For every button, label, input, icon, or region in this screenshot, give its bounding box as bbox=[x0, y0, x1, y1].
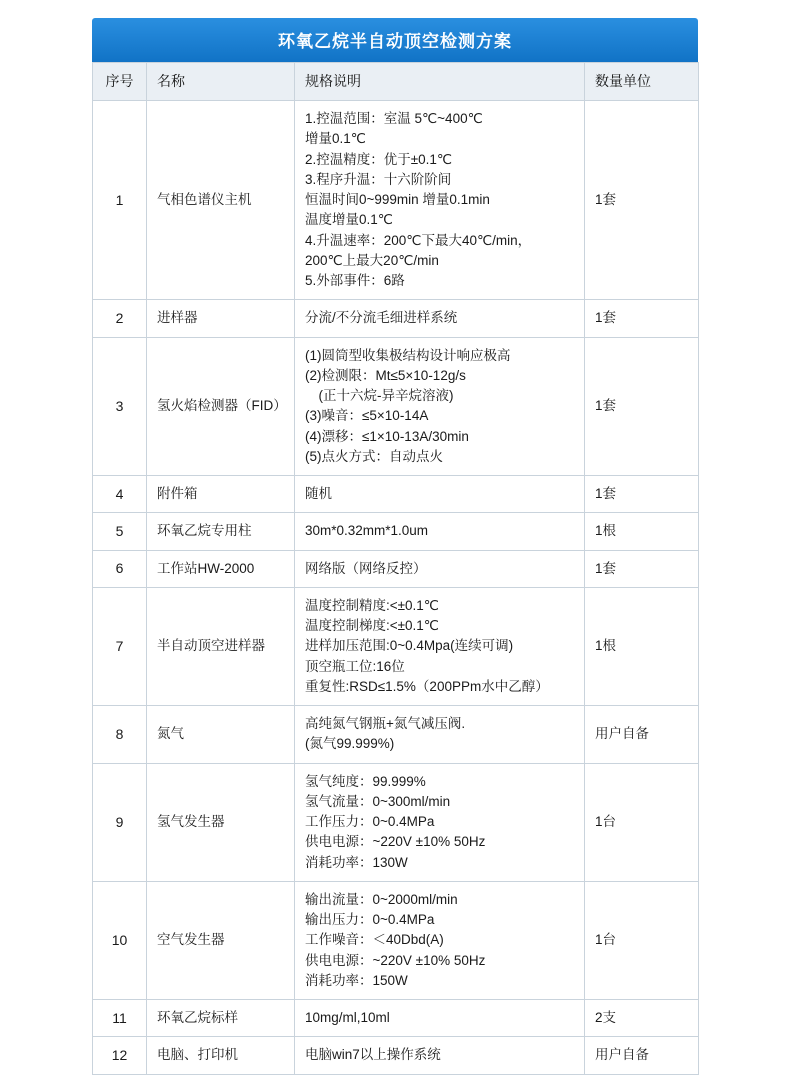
description-line: 网络版（网络反控） bbox=[305, 560, 427, 576]
cell-quantity: 1根 bbox=[585, 587, 699, 705]
description-line: (2)检测限：Mt≤5×10-12g/s bbox=[305, 367, 466, 383]
table-row bbox=[93, 587, 699, 705]
cell-no: 10 bbox=[93, 881, 147, 999]
column-header-no: 序号 bbox=[93, 63, 147, 101]
cell-name: 氢气发生器 bbox=[147, 763, 295, 881]
table-row bbox=[93, 881, 699, 999]
column-header-qty: 数量单位 bbox=[585, 63, 699, 101]
cell-quantity: 1套 bbox=[585, 101, 699, 300]
cell-name: 半自动顶空进样器 bbox=[147, 587, 295, 705]
cell-quantity: 用户自备 bbox=[585, 706, 699, 764]
description-line: 5.外部事件：6路 bbox=[305, 273, 405, 288]
table-row bbox=[93, 763, 699, 881]
description-line: (3)噪音：≤5×10-14A bbox=[305, 408, 429, 424]
table-header-row bbox=[93, 63, 699, 101]
cell-description bbox=[295, 550, 585, 587]
cell-name: 环氧乙烷标样 bbox=[147, 1000, 295, 1037]
cell-description bbox=[295, 300, 585, 337]
description-line: (1)圆筒型收集极结构设计响应极高 bbox=[305, 347, 511, 363]
description-line: 输出流量：0~2000ml/min bbox=[305, 891, 458, 907]
cell-no: 9 bbox=[93, 763, 147, 881]
description-line: 温度控制梯度:<±0.1℃ bbox=[305, 618, 439, 633]
description-line: 3.程序升温：十六阶阶间 bbox=[305, 171, 452, 187]
description-line: 4.升温速率：200℃下最大40℃/min， bbox=[305, 232, 532, 248]
description-line: 进样加压范围:0~0.4Mpa(连续可调) bbox=[305, 638, 514, 654]
cell-name: 电脑、打印机 bbox=[147, 1037, 295, 1074]
description-line: 工作噪音：＜40Dbd(A) bbox=[305, 932, 444, 948]
cell-quantity: 1套 bbox=[585, 476, 699, 513]
table-row bbox=[93, 1037, 699, 1074]
table-row bbox=[93, 300, 699, 337]
table-row bbox=[93, 101, 699, 300]
description-line: (4)漂移：≤1×10-13A/30min bbox=[305, 428, 469, 444]
column-header-desc: 规格说明 bbox=[295, 63, 585, 101]
cell-quantity: 2支 bbox=[585, 1000, 699, 1037]
description-line: 供电电源：~220V ±10% 50Hz bbox=[305, 834, 486, 850]
cell-no: 4 bbox=[93, 476, 147, 513]
table-row bbox=[93, 476, 699, 513]
cell-description bbox=[295, 763, 585, 881]
cell-quantity: 1套 bbox=[585, 337, 699, 476]
table-row bbox=[93, 706, 699, 764]
cell-quantity: 1台 bbox=[585, 763, 699, 881]
cell-no: 8 bbox=[93, 706, 147, 764]
description-line: 200℃上最大20℃/min bbox=[305, 252, 439, 268]
description-line: 30m*0.32mm*1.0um bbox=[305, 523, 429, 539]
cell-name: 进样器 bbox=[147, 300, 295, 337]
description-line: (5)点火方式：自动点火 bbox=[305, 448, 443, 464]
cell-name: 环氧乙烷专用柱 bbox=[147, 513, 295, 550]
description-line: 电脑win7以上操作系统 bbox=[305, 1047, 441, 1063]
cell-description bbox=[295, 881, 585, 999]
column-header-name: 名称 bbox=[147, 63, 295, 101]
cell-no: 7 bbox=[93, 587, 147, 705]
description-line: 顶空瓶工位:16位 bbox=[305, 658, 405, 674]
table-row bbox=[93, 513, 699, 550]
page-title: 环氧乙烷半自动顶空检测方案 bbox=[92, 18, 698, 62]
cell-description bbox=[295, 337, 585, 476]
table-body bbox=[93, 101, 699, 1075]
cell-name: 空气发生器 bbox=[147, 881, 295, 999]
cell-no: 6 bbox=[93, 550, 147, 587]
cell-description bbox=[295, 476, 585, 513]
description-line: 消耗功率：130W bbox=[305, 854, 408, 870]
description-line: 高纯氮气钢瓶+氮气减压阀. bbox=[305, 716, 466, 731]
table-row bbox=[93, 550, 699, 587]
table-row bbox=[93, 337, 699, 476]
description-line: (正十六烷-异辛烷溶液) bbox=[305, 388, 454, 403]
cell-description bbox=[295, 706, 585, 764]
cell-quantity: 1台 bbox=[585, 881, 699, 999]
description-line: 供电电源：~220V ±10% 50Hz bbox=[305, 952, 486, 968]
description-line: 随机 bbox=[305, 486, 332, 501]
cell-no: 11 bbox=[93, 1000, 147, 1037]
description-line: 消耗功率：150W bbox=[305, 972, 408, 988]
cell-quantity: 用户自备 bbox=[585, 1037, 699, 1074]
cell-no: 1 bbox=[93, 101, 147, 300]
description-line: 重复性:RSD≤1.5%（200PPm水中乙醇） bbox=[305, 678, 549, 694]
description-line: 10mg/ml,10ml bbox=[305, 1010, 390, 1025]
cell-name: 氮气 bbox=[147, 706, 295, 764]
cell-description bbox=[295, 513, 585, 550]
cell-name: 工作站HW-2000 bbox=[147, 550, 295, 587]
description-line: 温度增量0.1℃ bbox=[305, 212, 393, 228]
cell-name: 附件箱 bbox=[147, 476, 295, 513]
description-line: 2.控温精度：优于±0.1℃ bbox=[305, 151, 453, 167]
cell-description bbox=[295, 587, 585, 705]
cell-quantity: 1套 bbox=[585, 300, 699, 337]
table-row bbox=[93, 1000, 699, 1037]
description-line: 氢气流量：0~300ml/min bbox=[305, 793, 451, 809]
cell-description bbox=[295, 101, 585, 300]
cell-description bbox=[295, 1037, 585, 1074]
cell-name: 氢火焰检测器（FID） bbox=[147, 337, 295, 476]
description-line: 工作压力：0~0.4MPa bbox=[305, 814, 435, 829]
description-line: 1.控温范围：室温 5℃~400℃ bbox=[305, 111, 483, 126]
description-line: 增量0.1℃ bbox=[305, 131, 366, 147]
cell-quantity: 1套 bbox=[585, 550, 699, 587]
cell-quantity: 1根 bbox=[585, 513, 699, 550]
cell-no: 3 bbox=[93, 337, 147, 476]
description-line: 输出压力：0~0.4MPa bbox=[305, 912, 435, 927]
description-line: 温度控制精度:<±0.1℃ bbox=[305, 597, 439, 613]
cell-name: 气相色谱仪主机 bbox=[147, 101, 295, 300]
description-line: 氢气纯度：99.999% bbox=[305, 773, 426, 789]
cell-no: 12 bbox=[93, 1037, 147, 1074]
cell-no: 2 bbox=[93, 300, 147, 337]
description-line: 恒温时间0~999min 增量0.1min bbox=[305, 192, 490, 207]
specification-table bbox=[92, 62, 699, 1075]
description-line: 分流/不分流毛细进样系统 bbox=[305, 310, 458, 326]
cell-description bbox=[295, 1000, 585, 1037]
cell-no: 5 bbox=[93, 513, 147, 550]
description-line: (氮气99.999%) bbox=[305, 736, 395, 752]
